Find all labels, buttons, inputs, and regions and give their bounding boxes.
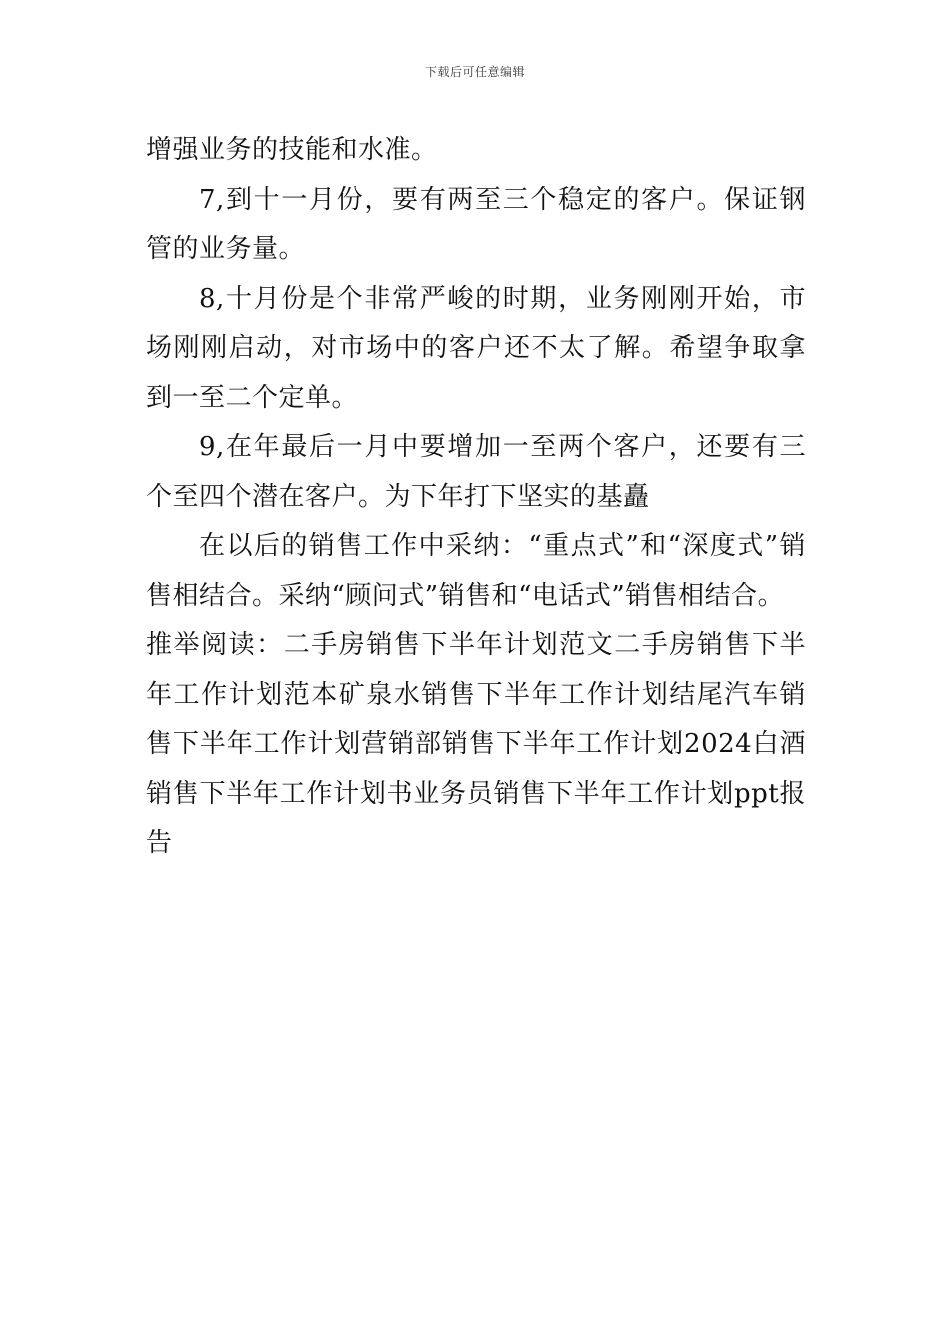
paragraph-sales-method: 在以后的销售工作中采纳：“重点式”和“深度式”销售相结合。采纳“顾问式”销售和“电话式”销售相结合。 xyxy=(146,531,806,611)
paragraph-item-7: 7,到十一月份，要有两至三个稳定的客户。保证钢管的业务量。 xyxy=(146,184,806,264)
paragraph-item-9: 9,在年最后一月中要增加一至两个客户，还要有三个至四个潜在客户。为下年打下坚实的基矗 xyxy=(146,432,806,512)
page-header: 下载后可任意编辑 xyxy=(424,65,525,79)
paragraph-item-8: 8,十月份是个非常严峻的时期，业务刚刚开始，市场刚刚启动，对市场中的客户还不太了解。希望争取拿到一至二个定单。 xyxy=(146,283,806,413)
document-body xyxy=(146,126,806,869)
paragraph-continuation: 增强业务的技能和水准。 xyxy=(146,135,438,165)
recommended-reading: 推举阅读：二手房销售下半年计划范文二手房销售下半年工作计划范本矿泉水销售下半年工作计划结尾汽车销售下半年工作计划营销部销售下半年工作计划2024白酒销售下半年工作计划书业务员销售下半年工作计划ppt报告 xyxy=(146,630,806,858)
